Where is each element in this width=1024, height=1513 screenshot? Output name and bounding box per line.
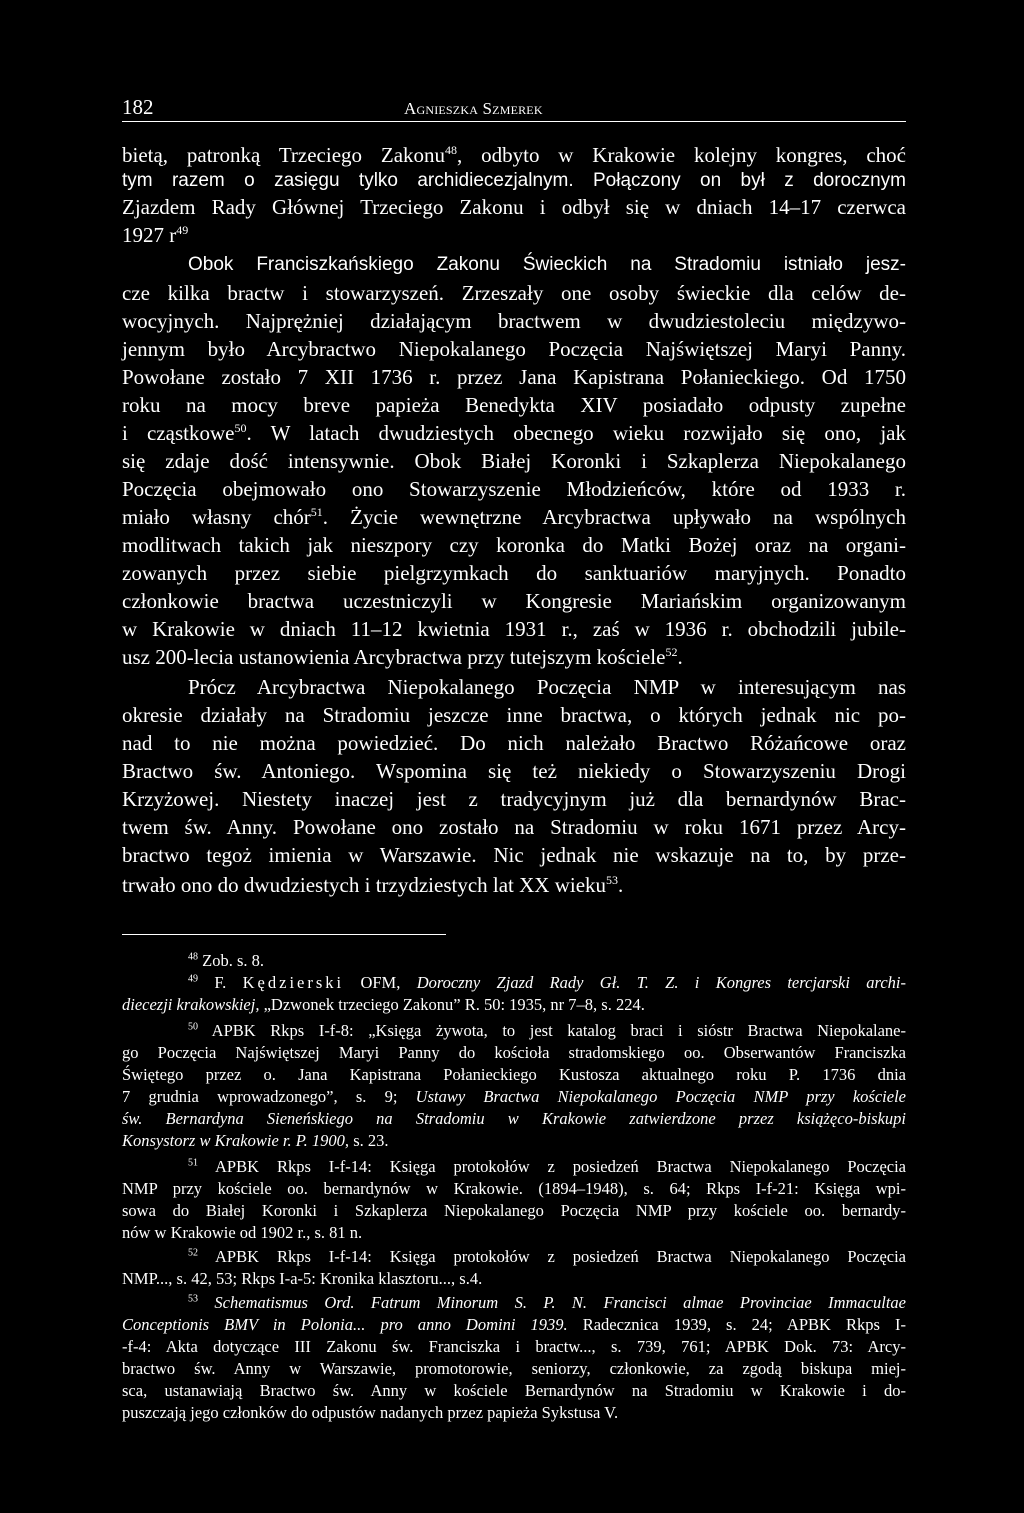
footnote-line: sca, ustanawiają Bractwo św. Anny w kościele Bernardynów na Stradomiu w Krakowie i do- — [122, 1381, 906, 1400]
footnote-line: go Poczęcia Najświętszej Maryi Panny do kościoła stradomskiego oo. Obserwantów Franciszka — [122, 1043, 906, 1062]
text-line: wocyjnych. Najprężniej działającym bractwem w dwudziestoleciu międzywo- — [122, 309, 906, 333]
text-line: cze kilka bractw i stowarzyszeń. Zrzeszały one osoby świeckie dla celów de- — [122, 281, 906, 305]
paragraph-start: Prócz Arcybractwa Niepokalanego Poczęcia NMP w interesującym nas — [188, 675, 906, 699]
text-line: okresie działały na Stradomiu jeszcze inne bractwa, o których jednak nic po- — [122, 703, 906, 727]
footnote-ref: 48 — [445, 143, 458, 157]
text-line: zowanych przez siebie pielgrzymkach do sanktuariów maryjnych. Ponadto — [122, 561, 906, 585]
footnote-line: nów w Krakowie od 1902 r., s. 81 n. — [122, 1223, 363, 1242]
footnote-49: $^{49}$ F. Kędzierski OFM, Doroczny Zjazd Rady Gł. T. Z. i Kongres tercjarski archi- — [188, 973, 907, 992]
running-head: Agnieszka Szmerek — [404, 99, 543, 118]
text-line: członkowie bractwa uczestniczyli w Kongresie Mariańskim organizowanym — [122, 589, 906, 613]
footnote-line: 7 grudnia wprowadzonego”, s. 9; Ustawy Bractwa Niepokalanego Poczęcia NMP przy kościele — [122, 1087, 906, 1106]
footnote-line: Conceptionis BMV in Polonia... pro anno Domini 1939. Radecznica 1939, s. 24; APBK Rkps I- — [122, 1315, 906, 1334]
text-line: 1927 $r^{49}$ — [122, 223, 189, 247]
text-line: miało własny chór$^{51}$. Życie wewnętrzne Arcybractwa upływało na wspólnych — [122, 505, 906, 529]
footnote-50: $^{50}$ APBK Rkps I-f-8: „Księga żywota, to jest katalog braci i sióstr Bractwa Niepokalane- — [188, 1021, 906, 1040]
paragraph-start: Obok Franciszkańskiego Zakonu Świeckich na Stradomiu istniało jesz- — [188, 254, 906, 275]
text-line: w Krakowie w dniach 11–12 kwietnia 1931 r., zaś w 1936 r. obchodzili jubile- — [122, 617, 906, 641]
footnote-line: NMP przy kościele oo. bernardynów w Krakowie. (1894–1948), s. 64; Rkps I-f-21: Księga wpi- — [122, 1179, 906, 1198]
footnote-ref: 50 — [234, 421, 247, 435]
footnote-line: diecezji krakowskiej, „Dzwonek trzeciego Zakonu” R. 50: 1935, nr 7–8, s. 224. — [122, 995, 645, 1014]
text-line: Powołane zostało 7 XII 1736 r. przez Jana Kapistrana Połanieckiego. Od 1750 — [122, 365, 906, 389]
footnote-ref: 52 — [665, 645, 678, 659]
footnote-line: św. Bernardyna Sieneńskiego na Stradomiu w Krakowie zatwierdzone przez książęco-biskupi — [122, 1109, 906, 1128]
page-number: 182 — [122, 95, 154, 119]
footnote-line: NMP..., s. 42, 53; Rkps I-a-5: Kronika klasztoru..., s.4. — [122, 1269, 483, 1288]
text-line: tym razem o zasięgu tylko archidiecezjalnym. Połączony on był z dorocznym — [122, 170, 906, 191]
text-line: Poczęcia obejmowało ono Stowarzyszenie Młodzieńców, które od 1933 r. — [122, 477, 906, 501]
footnote-53: $^{53}$ Schematismus Ord. Fatrum Minorum S. P. N. Francisci almae Provinciae Immacultae — [188, 1293, 906, 1312]
text-line: się zdaje dość intensywnie. Obok Białej Koronki i Szkaplerza Niepokalanego — [122, 449, 906, 473]
text-line: bractwo tegoż imienia w Warszawie. Nic jednak nie wskazuje na to, by prze- — [122, 843, 906, 867]
text-line: Bractwo św. Antoniego. Wspomina się też niekiedy o Stowarzyszeniu Drogi — [122, 759, 906, 783]
header-rule — [122, 121, 906, 122]
footnote-line: Konsystorz w Krakowie r. P. 1900, s. 23. — [122, 1131, 389, 1150]
footnote-ref: 51 — [310, 505, 323, 519]
text-line: Krzyżowej. Niestety inaczej jest z tradycyjnym już dla bernardynów Brac- — [122, 787, 906, 811]
text-line: modlitwach takich jak nieszpory czy koronka do Matki Bożej oraz na organi- — [122, 533, 906, 557]
text-line: trwało ono do dwudziestych i trzydziestych lat XX wieku$^{53}$. — [122, 873, 624, 897]
footnote-51: $^{51}$ APBK Rkps I-f-14: Księga protokołów z posiedzeń Bractwa Niepokalanego Poczęcia — [188, 1157, 906, 1176]
footnote-line: puszczają jego członków do odpustów nadanych przez papieża Sykstusa V. — [122, 1403, 619, 1422]
footnote-52: $^{52}$ APBK Rkps I-f-14: Księga protokołów z posiedzeń Bractwa Niepokalanego Poczęcia — [188, 1247, 906, 1266]
text-line: usz 200-lecia ustanowienia Arcybractwa przy tutejszym kościele$^{52}$. — [122, 645, 683, 669]
text-line: nad to nie można powiedzieć. Do nich należało Bractwo Różańcowe oraz — [122, 731, 906, 755]
footnote-line: sowa do Białej Koronki i Szkaplerza Niepokalanego Poczęcia NMP przy kościele oo. bernardy- — [122, 1201, 906, 1220]
footnote-line: Świętego przez o. Jana Kapistrana Połanieckiego Kustosza aktualnego roku P. 1736 dnia — [122, 1065, 906, 1084]
footnote-48: $^{48}$ Zob. s. 8. — [188, 951, 264, 970]
text-line: twem św. Anny. Powołane ono zostało na Stradomiu w roku 1671 przez Arcy- — [122, 815, 906, 839]
text-line: bietą, patronką Trzeciego Zakonu$^{48}$, odbyto w Krakowie kolejny kongres, choć — [122, 143, 907, 167]
text-line: Zjazdem Rady Głównej Trzeciego Zakonu i odbył się w dniach 14–17 czerwca — [122, 195, 906, 219]
footnote-ref: 49 — [176, 223, 189, 237]
footnote-line: -f-4: Akta dotyczące III Zakonu św. Franciszka i bractw..., s. 739, 761; APBK Dok. 73: Arcy- — [122, 1337, 906, 1356]
text-line: jennym było Arcybractwo Niepokalanego Poczęcia Najświętszej Maryi Panny. — [122, 337, 906, 361]
text-line: roku na mocy breve papieża Benedykta XIV posiadało odpusty zupełne — [122, 393, 906, 417]
footnote-ref: 53 — [606, 873, 619, 887]
footnote-line: bractwo św. Anny w Warszawie, promotorowie, seniorzy, członkowie, za zgodą biskupa miej- — [122, 1359, 906, 1378]
page-header — [122, 95, 906, 119]
footnote-rule — [122, 934, 446, 935]
text-line: i cząstkowe$^{50}$. W latach dwudziestych obecnego wieku rozwijało się ono, jak — [122, 421, 907, 445]
